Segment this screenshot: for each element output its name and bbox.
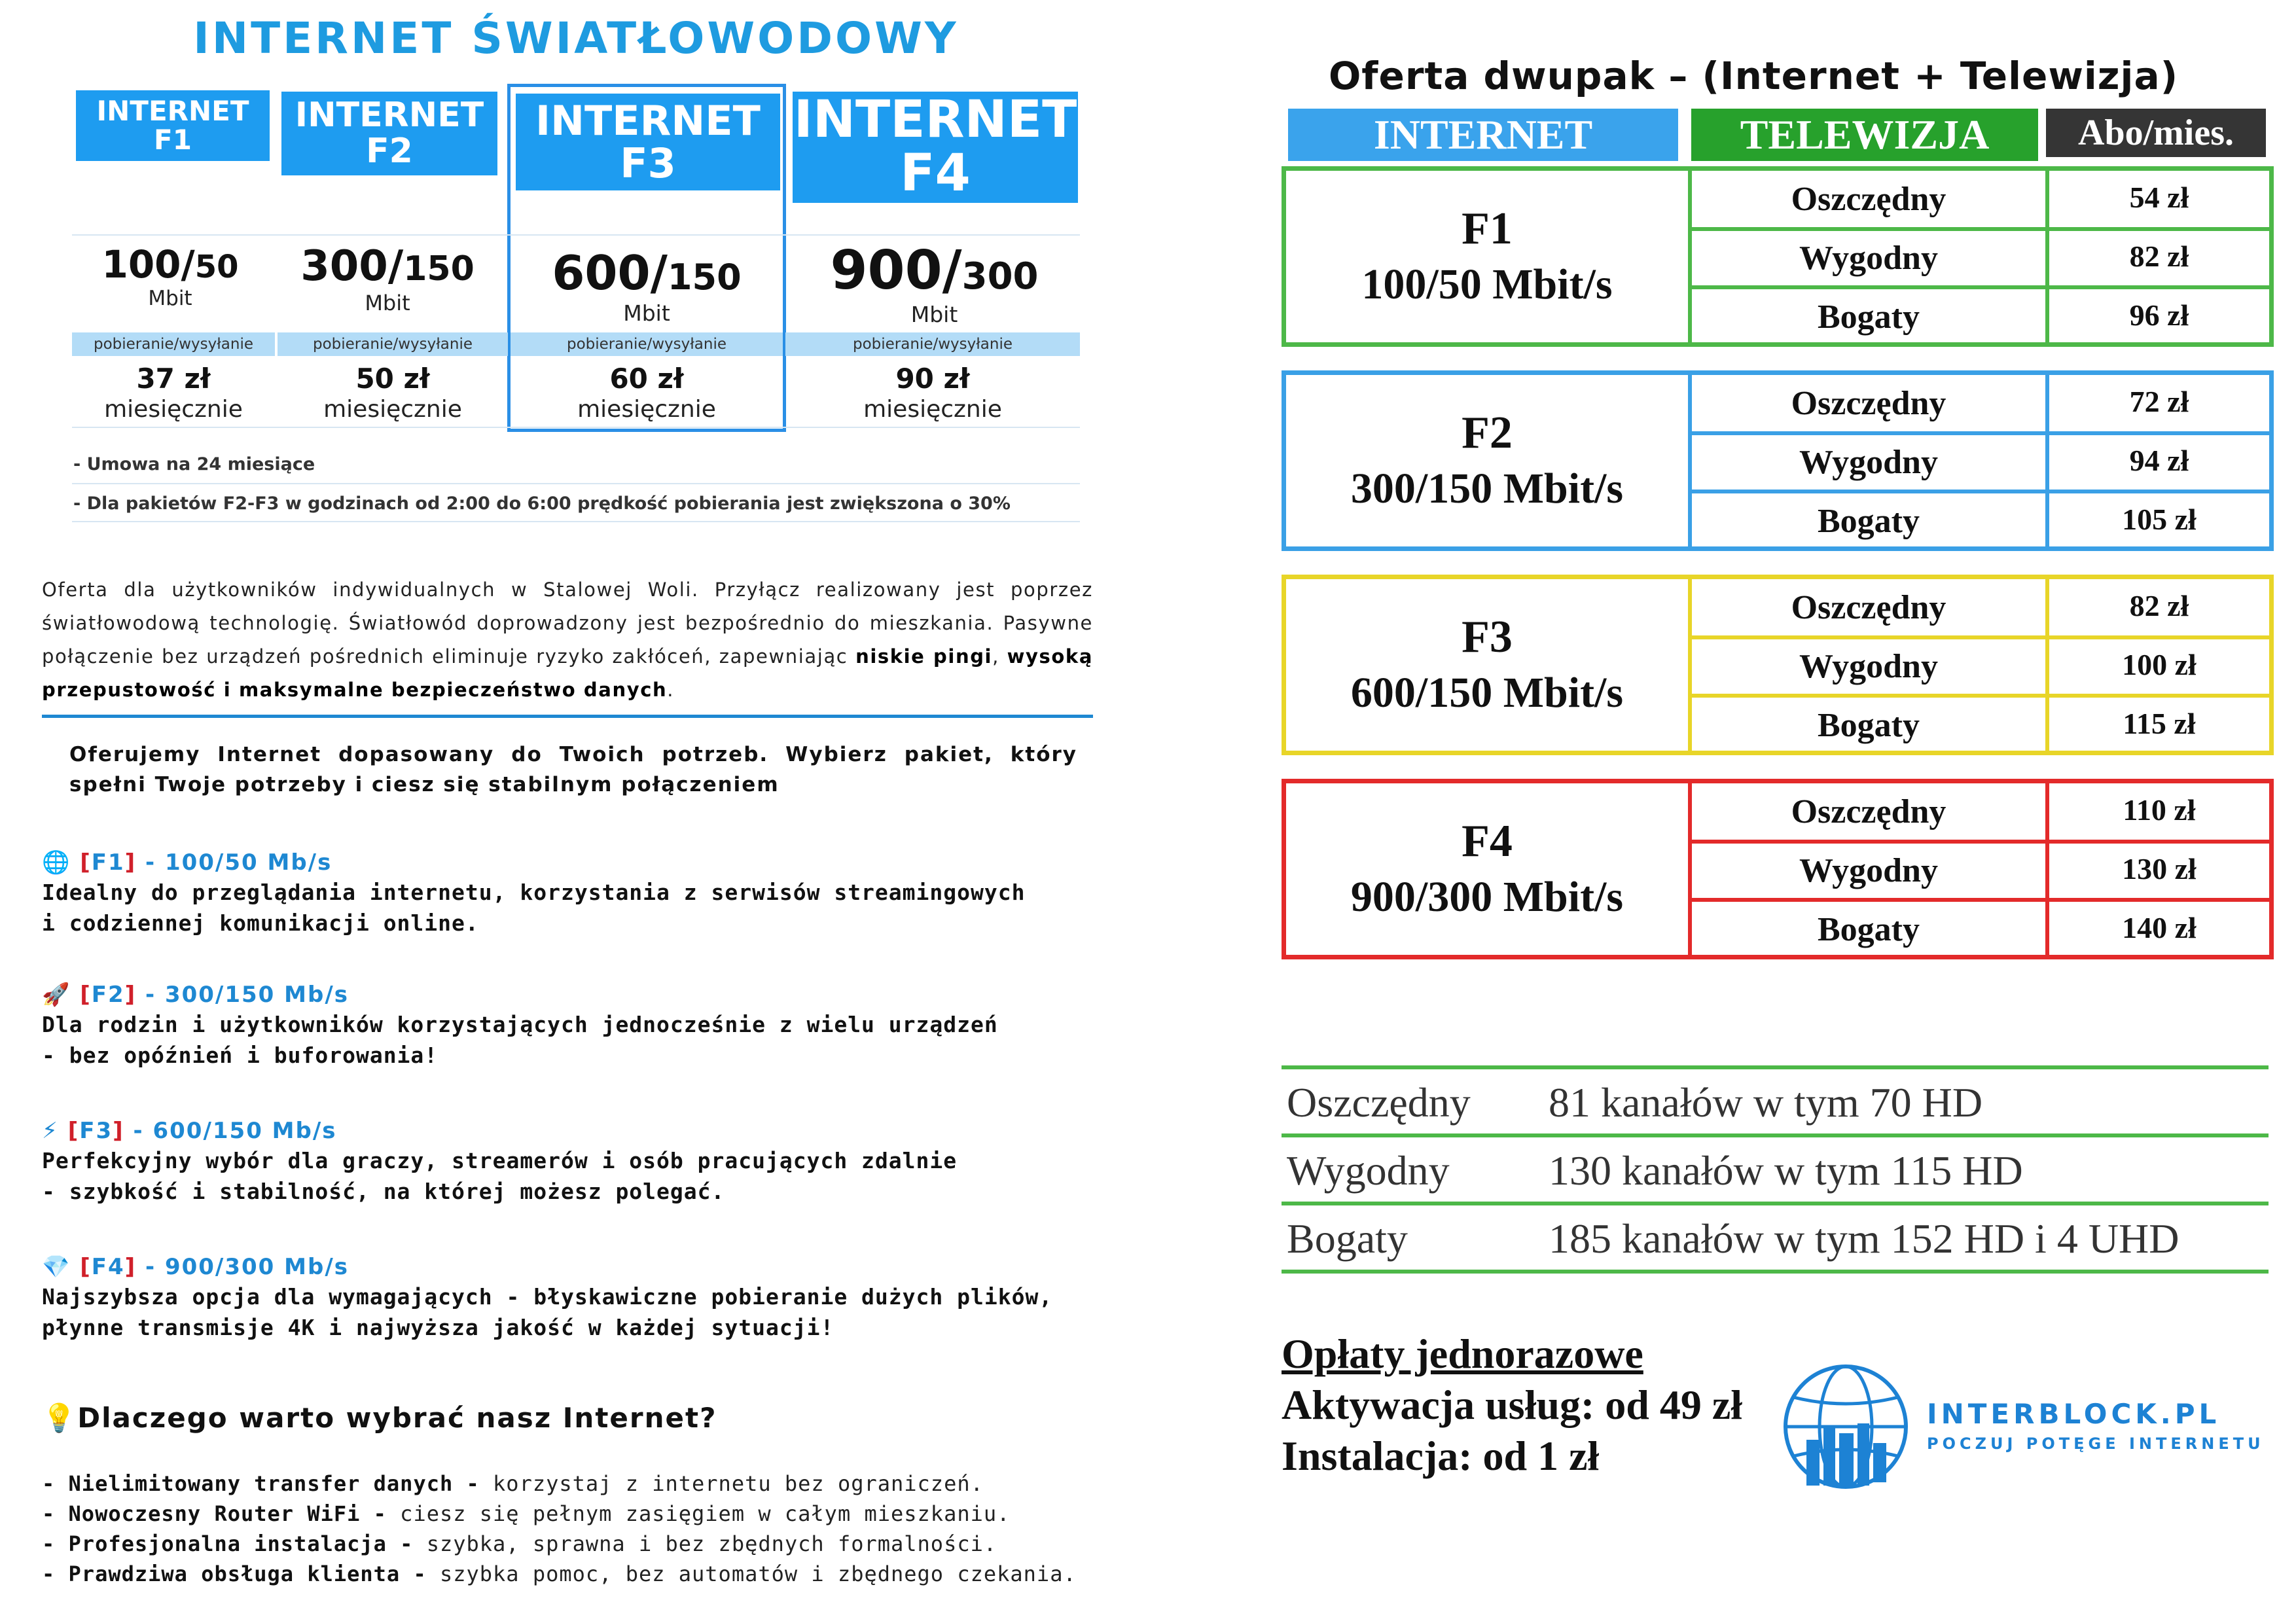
package-heading bbox=[42, 849, 1128, 876]
plan-speed-upload: 150 bbox=[667, 257, 742, 298]
bundle-internet-cell bbox=[1286, 375, 1688, 546]
plan-price-f2 bbox=[278, 363, 508, 424]
table-row bbox=[1692, 493, 2269, 550]
plan-speed-f4 bbox=[789, 240, 1080, 327]
bundle-plan-speed: 100/50 Mbit/s bbox=[1361, 260, 1613, 308]
bundle-internet-cell bbox=[1286, 579, 1688, 751]
why-heading bbox=[42, 1402, 717, 1435]
table-row bbox=[1692, 289, 2269, 346]
monthly-price: 105 zł bbox=[2122, 503, 2197, 536]
bracket: [ bbox=[80, 849, 92, 876]
globe-icon: 🌐 bbox=[42, 849, 71, 876]
price-period: miesięcznie bbox=[323, 396, 462, 423]
table-row bbox=[1692, 697, 2269, 755]
plan-header-label: INTERNET bbox=[535, 96, 761, 145]
intro-highlight: niskie pingi bbox=[855, 645, 993, 668]
speed-label-strip bbox=[278, 332, 508, 356]
bundle-plan-speed: 900/300 Mbit/s bbox=[1350, 873, 1624, 921]
price-amount: 37 zł bbox=[136, 363, 211, 395]
package-code: F3 bbox=[79, 1118, 113, 1144]
note-night-speed: - Dla pakietów F2-F3 w godzinach od 2:00 do 6:00 prędkość pobierania jest zwiększona o 30% bbox=[73, 493, 1011, 514]
bundle-plan-name: F3 bbox=[1462, 612, 1513, 662]
channel-package-name: Oszczędny bbox=[1287, 1079, 1471, 1126]
plan-header-code: F1 bbox=[154, 124, 192, 156]
header-subscription bbox=[2046, 109, 2266, 157]
divider bbox=[1282, 1065, 2269, 1069]
fee-activation: Aktywacja usług: od 49 zł bbox=[1282, 1382, 1743, 1428]
divider bbox=[1282, 1270, 2269, 1274]
plan-speed-unit: Mbit bbox=[365, 291, 410, 315]
plan-price-f3 bbox=[511, 363, 783, 424]
plan-price-f1 bbox=[72, 363, 275, 424]
divider bbox=[1282, 1133, 2269, 1137]
speed-label: pobieranie/wysyłanie bbox=[567, 336, 726, 353]
item-title: - Nielimitowany transfer danych - bbox=[42, 1471, 493, 1496]
package-code: F1 bbox=[91, 849, 125, 876]
monthly-price: 100 zł bbox=[2122, 648, 2197, 681]
plan-header-f4 bbox=[793, 92, 1078, 203]
monthly-price: 115 zł bbox=[2123, 707, 2196, 740]
package-f1 bbox=[42, 849, 1128, 938]
intro-text: Oferta dla użytkowników indywidualnych w Stalowej Woli. Przyłącz realizowany jest poprzez światłowodową technologię. Światłowód doprowadzony jest bezpośrednio do mieszkania. Pasywne połączenie bez urządzeń pośrednich eliminuje ryzyko zakłóceń, zapewniając bbox=[42, 579, 1093, 668]
plan-speed-f2 bbox=[275, 242, 500, 315]
fees-block bbox=[1282, 1329, 1742, 1482]
fee-installation: Instalacja: od 1 zł bbox=[1282, 1433, 1600, 1479]
plan-speed-upload: 150 bbox=[403, 249, 475, 289]
channel-package-desc: 185 kanałów w tym 152 HD i 4 UHD bbox=[1549, 1215, 2179, 1262]
intro-paragraph bbox=[42, 573, 1093, 707]
plan-header-f3 bbox=[516, 94, 780, 190]
item-text: szybka, sprawna i bez zbędnych formalności. bbox=[426, 1531, 997, 1556]
price-period: miesięcznie bbox=[577, 396, 716, 423]
tagline: Oferujemy Internet dopasowany do Twoich potrzeb. Wybierz pakiet, który spełni Twoje potrzeby i ciesz się stabilnym połączeniem bbox=[69, 743, 1077, 796]
tv-package-name: Oszczędny bbox=[1791, 385, 1946, 422]
plan-speed-f1 bbox=[72, 242, 268, 310]
divider bbox=[72, 427, 1080, 428]
logo-name: INTERBLOCK.PL bbox=[1927, 1398, 2221, 1430]
bundle-plan-name: F4 bbox=[1462, 816, 1513, 866]
divider bbox=[72, 234, 1080, 236]
intro-highlight: wysoką przepustowość i maksymalne bezpieczeństwo danych bbox=[42, 645, 1093, 701]
package-desc: Perfekcyjny wybór dla graczy, streamerów i osób pracujących zdalnie bbox=[42, 1148, 958, 1173]
price-amount: 90 zł bbox=[895, 363, 970, 395]
plan-speed-f3 bbox=[511, 245, 783, 326]
item-title: - Prawdziwa obsługa klienta - bbox=[42, 1561, 440, 1586]
monthly-price: 72 zł bbox=[2129, 385, 2189, 418]
tv-package-name: Wygodny bbox=[1799, 444, 1938, 481]
tv-package-name: Wygodny bbox=[1799, 240, 1938, 277]
monthly-price: 94 zł bbox=[2129, 444, 2189, 477]
monthly-price: 140 zł bbox=[2122, 911, 2197, 944]
plan-header-label: INTERNET bbox=[96, 94, 249, 127]
speed-label-strip bbox=[511, 332, 783, 356]
channel-package-name: Wygodny bbox=[1287, 1147, 1450, 1194]
plan-header-f1 bbox=[76, 90, 270, 161]
table-row bbox=[1692, 375, 2269, 433]
bundle-internet-cell bbox=[1286, 171, 1688, 342]
why-list bbox=[42, 1469, 1155, 1589]
plan-speed-download: 900/ bbox=[830, 240, 962, 302]
tv-package-name: Oszczędny bbox=[1791, 589, 1946, 626]
monthly-price: 130 zł bbox=[2122, 852, 2197, 885]
header-label: TELEWIZJA bbox=[1740, 111, 1990, 158]
price-period: miesięcznie bbox=[104, 396, 243, 423]
speed-label: pobieranie/wysyłanie bbox=[94, 336, 253, 353]
plan-speed-download: 600/ bbox=[552, 245, 668, 300]
intro-text: , bbox=[992, 645, 1007, 668]
table-row bbox=[1692, 783, 2269, 841]
package-code: F4 bbox=[91, 1254, 125, 1280]
item-text: korzystaj z internetu bez ograniczeń. bbox=[493, 1471, 984, 1496]
price-period: miesięcznie bbox=[863, 396, 1002, 423]
plan-header-code: F3 bbox=[620, 139, 676, 187]
item-text: ciesz się pełnym zasięgiem w całym mieszkaniu. bbox=[400, 1501, 1011, 1526]
package-speed: - 300/150 Mb/s bbox=[136, 982, 349, 1008]
price-amount: 60 zł bbox=[609, 363, 684, 395]
table-row bbox=[1692, 901, 2269, 959]
plan-speed-upload: 300 bbox=[961, 255, 1039, 298]
bracket: ] bbox=[124, 982, 137, 1008]
bracket: ] bbox=[113, 1118, 124, 1144]
bracket: [ bbox=[80, 982, 92, 1008]
item-title: - Nowoczesny Router WiFi - bbox=[42, 1501, 401, 1526]
package-desc: Najszybsza opcja dla wymagających - błyskawiczne pobieranie dużych plików, bbox=[42, 1284, 1053, 1310]
bundle-group bbox=[1282, 166, 2274, 347]
lightning-icon: ⚡ bbox=[42, 1118, 59, 1144]
package-speed: - 900/300 Mb/s bbox=[136, 1254, 349, 1280]
monthly-price: 82 zł bbox=[2129, 589, 2189, 622]
tv-package-name: Bogaty bbox=[1818, 298, 1920, 336]
note-contract: - Umowa na 24 miesiące bbox=[73, 454, 315, 474]
tv-package-name: Wygodny bbox=[1799, 852, 1938, 889]
tv-package-name: Wygodny bbox=[1799, 648, 1938, 685]
package-desc: - bez opóźnień i buforowania! bbox=[42, 1043, 439, 1068]
bundle-group bbox=[1282, 779, 2274, 959]
bundle-group bbox=[1282, 575, 2274, 755]
tv-package-name: Bogaty bbox=[1818, 503, 1920, 540]
item-title: - Profesjonalna instalacja - bbox=[42, 1531, 427, 1556]
package-desc: i codziennej komunikacji online. bbox=[42, 910, 479, 936]
package-speed: - 600/150 Mb/s bbox=[124, 1118, 337, 1144]
table-row bbox=[1692, 171, 2269, 228]
channel-package-name: Bogaty bbox=[1287, 1215, 1408, 1262]
bracket: ] bbox=[124, 849, 137, 876]
tv-package-name: Bogaty bbox=[1818, 707, 1920, 744]
bundle-title: Oferta dwupak – (Internet + Telewizja) bbox=[1329, 54, 2179, 98]
table-row bbox=[1692, 842, 2269, 900]
header-label: Abo/mies. bbox=[2078, 113, 2234, 153]
bundle-internet-cell bbox=[1286, 783, 1688, 955]
monthly-price: 54 zł bbox=[2129, 181, 2189, 214]
package-f4 bbox=[42, 1254, 1155, 1343]
package-f3 bbox=[42, 1118, 1128, 1207]
divider bbox=[1282, 1202, 2269, 1205]
plan-speed-unit: Mbit bbox=[910, 302, 958, 327]
tv-package-name: Oszczędny bbox=[1791, 793, 1946, 830]
package-code: F2 bbox=[91, 982, 125, 1008]
globe-logo-icon bbox=[1780, 1361, 1911, 1492]
plan-header-f2 bbox=[281, 92, 497, 175]
plan-header-label: INTERNET bbox=[295, 96, 484, 135]
package-desc: - szybkość i stabilność, na której możesz polegać. bbox=[42, 1179, 725, 1204]
tv-package-name: Oszczędny bbox=[1791, 181, 1946, 218]
monthly-price: 110 zł bbox=[2123, 793, 2196, 827]
bundle-group bbox=[1282, 370, 2274, 551]
bracket: [ bbox=[67, 1118, 80, 1144]
speed-label-strip bbox=[785, 332, 1080, 356]
table-row bbox=[1692, 638, 2269, 696]
package-desc: płynne transmisje 4K i najwyższa jakość w każdej sytuacji! bbox=[42, 1315, 834, 1340]
bundle-plan-name: F1 bbox=[1462, 204, 1513, 254]
intro-text: . bbox=[667, 679, 675, 701]
list-item bbox=[42, 1529, 1155, 1559]
bundle-plan-speed: 600/150 Mbit/s bbox=[1350, 669, 1624, 717]
header-tv bbox=[1691, 109, 2038, 161]
package-heading bbox=[42, 1254, 1155, 1280]
list-item bbox=[42, 1469, 1155, 1499]
plan-header-code: F2 bbox=[366, 132, 413, 171]
speed-label: pobieranie/wysyłanie bbox=[313, 336, 473, 353]
divider bbox=[72, 483, 1080, 484]
logo bbox=[1780, 1361, 1911, 1492]
bundle-plan-name: F2 bbox=[1462, 408, 1513, 458]
plan-speed-unit: Mbit bbox=[148, 287, 192, 310]
channel-package-desc: 81 kanałów w tym 70 HD bbox=[1549, 1079, 1983, 1126]
fees-title: Opłaty jednorazowe bbox=[1282, 1330, 1643, 1377]
monthly-price: 82 zł bbox=[2129, 240, 2189, 273]
plan-header-code: F4 bbox=[900, 144, 971, 203]
plan-price-f4 bbox=[785, 363, 1080, 424]
blue-divider bbox=[42, 715, 1093, 718]
package-speed: - 100/50 Mb/s bbox=[136, 849, 332, 876]
package-desc: Dla rodzin i użytkowników korzystających jednocześnie z wielu urządzeń bbox=[42, 1012, 998, 1037]
package-f2 bbox=[42, 982, 1128, 1071]
bracket: [ bbox=[80, 1254, 92, 1280]
divider bbox=[72, 521, 1080, 522]
channel-package-desc: 130 kanałów w tym 115 HD bbox=[1549, 1147, 2023, 1194]
speed-label-strip bbox=[72, 332, 275, 356]
price-amount: 50 zł bbox=[355, 363, 430, 395]
lightbulb-icon: 💡 bbox=[42, 1402, 78, 1434]
plan-speed-unit: Mbit bbox=[623, 300, 670, 326]
package-desc: Idealny do przeglądania internetu, korzystania z serwisów streamingowych bbox=[42, 880, 1026, 905]
why-title: Dlaczego warto wybrać nasz Internet? bbox=[77, 1402, 717, 1434]
package-heading bbox=[42, 1118, 1128, 1144]
plan-speed-download: 100/ bbox=[101, 242, 195, 287]
monthly-price: 96 zł bbox=[2129, 298, 2189, 332]
diamond-icon: 💎 bbox=[42, 1254, 71, 1280]
plan-speed-download: 300/ bbox=[300, 242, 404, 291]
plan-speed-upload: 50 bbox=[194, 249, 239, 285]
table-row bbox=[1692, 434, 2269, 491]
table-row bbox=[1692, 230, 2269, 287]
speed-label: pobieranie/wysyłanie bbox=[853, 336, 1013, 353]
list-item bbox=[42, 1559, 1155, 1589]
bracket: ] bbox=[124, 1254, 137, 1280]
header-label: INTERNET bbox=[1373, 111, 1593, 158]
plan-header-label: INTERNET bbox=[793, 90, 1077, 150]
item-text: szybka pomoc, bez automatów i zbędnego czekania. bbox=[439, 1561, 1077, 1586]
list-item bbox=[42, 1499, 1155, 1529]
rocket-icon: 🚀 bbox=[42, 982, 71, 1008]
package-heading bbox=[42, 982, 1128, 1008]
page-title: INTERNET ŚWIATŁOWODOWY bbox=[193, 13, 959, 63]
header-internet bbox=[1288, 109, 1678, 161]
bundle-plan-speed: 300/150 Mbit/s bbox=[1350, 465, 1624, 512]
logo-slogan: POCZUJ POTĘGE INTERNETU bbox=[1927, 1435, 2265, 1453]
table-row bbox=[1692, 579, 2269, 637]
tv-package-name: Bogaty bbox=[1818, 911, 1920, 948]
